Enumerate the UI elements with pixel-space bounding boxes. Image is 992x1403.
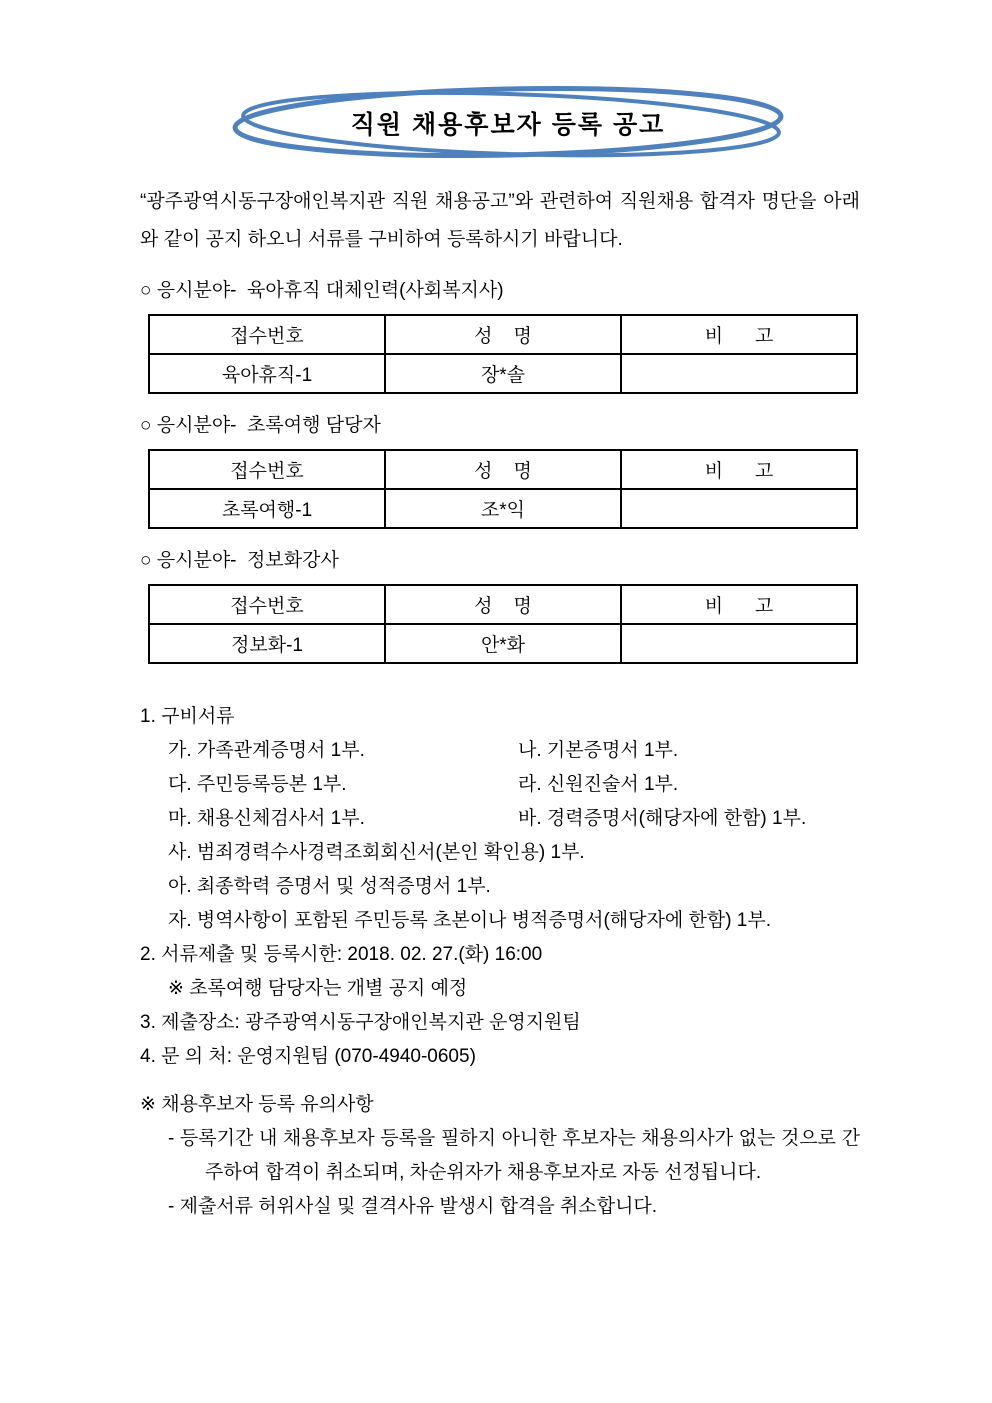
page-title: 직원 채용후보자 등록 공고 (350, 111, 666, 139)
list-item: 가. 가족관계증명서 1부. (168, 740, 365, 761)
list-item: 다. 주민등록등본 1부. (168, 774, 347, 795)
cell-receipt-number: 초록여행-1 (149, 489, 385, 528)
cell-note (621, 624, 857, 663)
requirements-row (140, 802, 860, 836)
col-header-receipt-number: 접수번호 (149, 450, 385, 489)
col-header-note: 비 고 (621, 585, 857, 624)
contact-line: 4. 문 의 처: 운영지원팀 (070-4940-0605) (140, 1046, 476, 1067)
notice-item: - 등록기간 내 채용후보자 등록을 필하지 아니한 후보자는 채용의사가 없는 것으로 간주하여 합격이 취소되며, 차순위자가 채용후보자로 자동 선정됩니다. (168, 1128, 860, 1183)
table-row (149, 624, 857, 663)
intro-paragraph: “광주광역시동구장애인복지관 직원 채용공고”와 관련하여 직원채용 합격자 명단을 아래와 같이 공지 하오니 서류를 구비하여 등록하시기 바랍니다. (140, 191, 860, 250)
submission-place-line: 3. 제출장소: 광주광역시동구장애인복지관 운영지원팀 (140, 1012, 581, 1033)
table-row (149, 489, 857, 528)
requirements-list (140, 700, 860, 1074)
title-oval (228, 84, 788, 162)
section-green-trip (140, 410, 860, 529)
applicant-table (148, 449, 858, 529)
section-heading: ○ 응시분야- 초록여행 담당자 (140, 415, 381, 436)
requirements-row (140, 768, 860, 802)
cell-note (621, 354, 857, 393)
green-trip-note: ※ 초록여행 담당자는 개별 공지 예정 (168, 978, 468, 999)
list-item: 사. 범죄경력수사경력조회회신서(본인 확인용) 1부. (168, 842, 585, 863)
cell-note (621, 489, 857, 528)
col-header-name: 성 명 (385, 450, 621, 489)
cell-receipt-number: 정보화-1 (149, 624, 385, 663)
section-childcare-leave (140, 275, 860, 394)
cell-name: 안*화 (385, 624, 621, 663)
notice-section (140, 1088, 860, 1224)
col-header-name: 성 명 (385, 585, 621, 624)
requirements-row (140, 734, 860, 768)
list-item: 라. 신원진술서 1부. (518, 774, 679, 795)
col-header-receipt-number: 접수번호 (149, 585, 385, 624)
applicant-table (148, 584, 858, 664)
table-header-row (149, 450, 857, 489)
notice-heading: ※ 채용후보자 등록 유의사항 (140, 1094, 374, 1115)
list-item: 마. 채용신체검사서 1부. (168, 808, 365, 829)
deadline-line: 2. 서류제출 및 등록시한: 2018. 02. 27.(화) 16:00 (140, 944, 543, 965)
list-item: 아. 최종학력 증명서 및 성적증명서 1부. (168, 876, 491, 897)
section-it-instructor (140, 545, 860, 664)
table-row (149, 354, 857, 393)
cell-name: 조*익 (385, 489, 621, 528)
table-header-row (149, 315, 857, 354)
requirements-heading: 1. 구비서류 (140, 706, 235, 727)
cell-receipt-number: 육아휴직-1 (149, 354, 385, 393)
col-header-note: 비 고 (621, 315, 857, 354)
section-heading: ○ 응시분야- 정보화강사 (140, 550, 339, 571)
col-header-note: 비 고 (621, 450, 857, 489)
list-item: 바. 경력증명서(해당자에 한함) 1부. (518, 808, 807, 829)
col-header-receipt-number: 접수번호 (149, 315, 385, 354)
applicant-table (148, 314, 858, 394)
col-header-name: 성 명 (385, 315, 621, 354)
table-header-row (149, 585, 857, 624)
list-item: 나. 기본증명서 1부. (518, 740, 679, 761)
cell-name: 장*솔 (385, 354, 621, 393)
section-heading: ○ 응시분야- 육아휴직 대체인력(사회복지사) (140, 280, 504, 301)
notice-item: - 제출서류 허위사실 및 결격사유 발생시 합격을 취소합니다. (168, 1196, 658, 1217)
list-item: 자. 병역사항이 포함된 주민등록 초본이나 병적증명서(해당자에 한함) 1부. (168, 910, 771, 931)
